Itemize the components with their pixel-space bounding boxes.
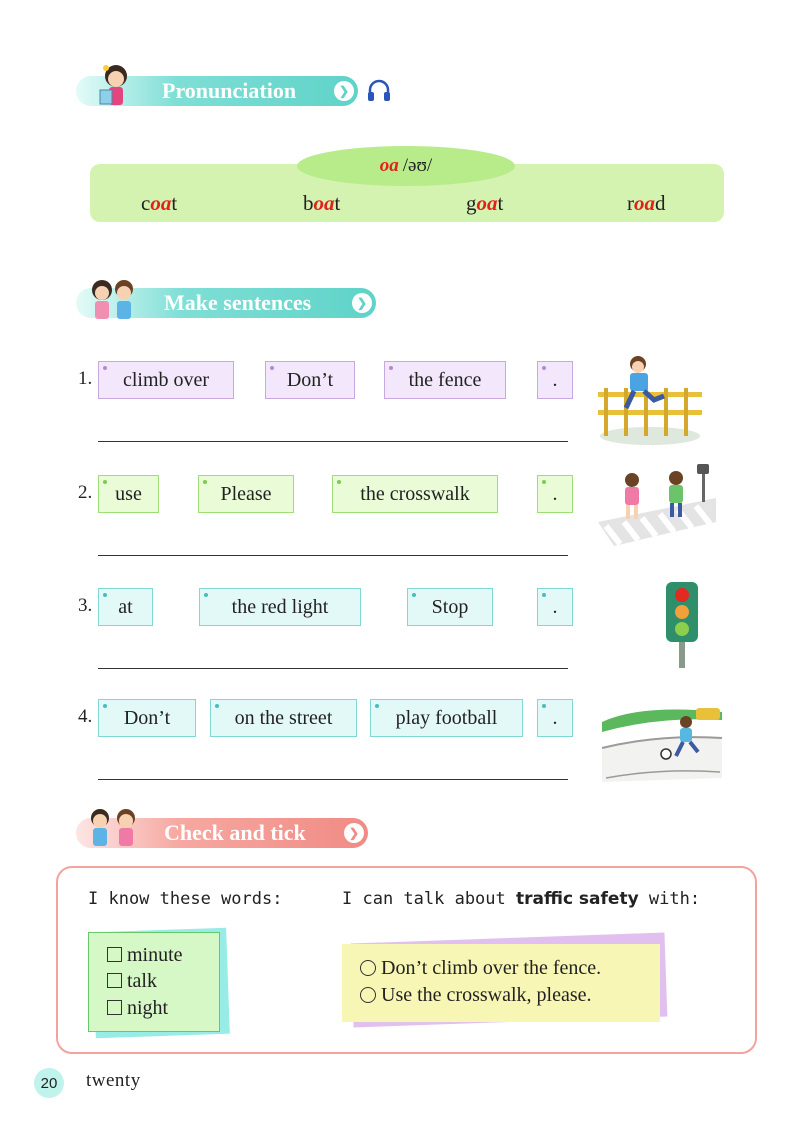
check-and-tick-arrow-icon[interactable]: ❯ xyxy=(344,823,364,843)
answer-line[interactable] xyxy=(98,668,568,669)
word-card[interactable]: climb over xyxy=(98,361,234,399)
talk-about-label: I can talk about traffic safety with: xyxy=(342,889,701,909)
children-on-crosswalk-image xyxy=(594,462,720,548)
two-children-icon xyxy=(82,276,144,324)
phonics-letters: oa xyxy=(379,155,399,176)
sentence-number: 3. xyxy=(78,595,93,616)
phonics-word-goat: goat xyxy=(466,191,504,215)
children-group-icon xyxy=(82,806,146,852)
sentence-number: 4. xyxy=(78,706,93,727)
traffic-light-image xyxy=(660,580,704,670)
word-card[interactable]: Stop xyxy=(407,588,493,626)
check-and-tick-title: Check and tick xyxy=(164,820,306,845)
phonics-ipa: /əʊ/ xyxy=(402,155,433,176)
word-card[interactable]: Please xyxy=(198,475,294,513)
checkbox-icon[interactable] xyxy=(107,1000,122,1015)
pronunciation-title: Pronunciation xyxy=(162,78,297,103)
know-words-label: I know these words: xyxy=(88,889,283,909)
word-card-period[interactable]: . xyxy=(537,361,573,399)
word-card[interactable]: on the street xyxy=(210,699,357,737)
phonics-word-boat: boat xyxy=(303,191,341,215)
word-card-period[interactable]: . xyxy=(537,475,573,513)
page-number: 20 xyxy=(34,1068,64,1098)
answer-line[interactable] xyxy=(98,779,568,780)
sentence-number: 2. xyxy=(78,482,93,503)
radio-circle-icon[interactable] xyxy=(360,987,376,1003)
vocab-item-minute[interactable]: minute xyxy=(107,944,183,967)
word-card-period[interactable]: . xyxy=(537,588,573,626)
word-card-period[interactable]: . xyxy=(537,699,573,737)
sentence-number: 1. xyxy=(78,368,93,389)
word-card[interactable]: the red light xyxy=(199,588,361,626)
boy-kicking-ball-street-image xyxy=(600,698,724,786)
answer-line[interactable] xyxy=(98,441,568,442)
pronunciation-arrow-icon[interactable]: ❯ xyxy=(334,81,354,101)
word-card[interactable]: the crosswalk xyxy=(332,475,498,513)
checkbox-icon[interactable] xyxy=(107,947,122,962)
vocab-item-night[interactable]: night xyxy=(107,997,168,1020)
girl-reading-icon xyxy=(92,62,138,110)
word-card[interactable]: at xyxy=(98,588,153,626)
word-card[interactable]: use xyxy=(98,475,159,513)
phrase-option[interactable]: Don’t climb over the fence. xyxy=(360,957,601,980)
phonics-sound-oval xyxy=(297,146,515,186)
phonics-word-road: road xyxy=(627,191,666,215)
word-card[interactable]: Don’t xyxy=(98,699,196,737)
page-number-word: twenty xyxy=(86,1070,141,1091)
boy-climbing-fence-image xyxy=(594,352,706,448)
checkbox-icon[interactable] xyxy=(107,973,122,988)
word-card[interactable]: the fence xyxy=(384,361,506,399)
phrases-note xyxy=(342,944,660,1022)
answer-line[interactable] xyxy=(98,555,568,556)
make-sentences-title: Make sentences xyxy=(164,290,312,315)
phonics-word-coat: coat xyxy=(141,191,178,215)
headphones-icon[interactable] xyxy=(366,78,392,104)
word-card[interactable]: play football xyxy=(370,699,523,737)
phrase-option[interactable]: Use the crosswalk, please. xyxy=(360,984,592,1007)
radio-circle-icon[interactable] xyxy=(360,960,376,976)
vocab-item-talk[interactable]: talk xyxy=(107,970,157,993)
make-sentences-arrow-icon[interactable]: ❯ xyxy=(352,293,372,313)
word-card[interactable]: Don’t xyxy=(265,361,355,399)
